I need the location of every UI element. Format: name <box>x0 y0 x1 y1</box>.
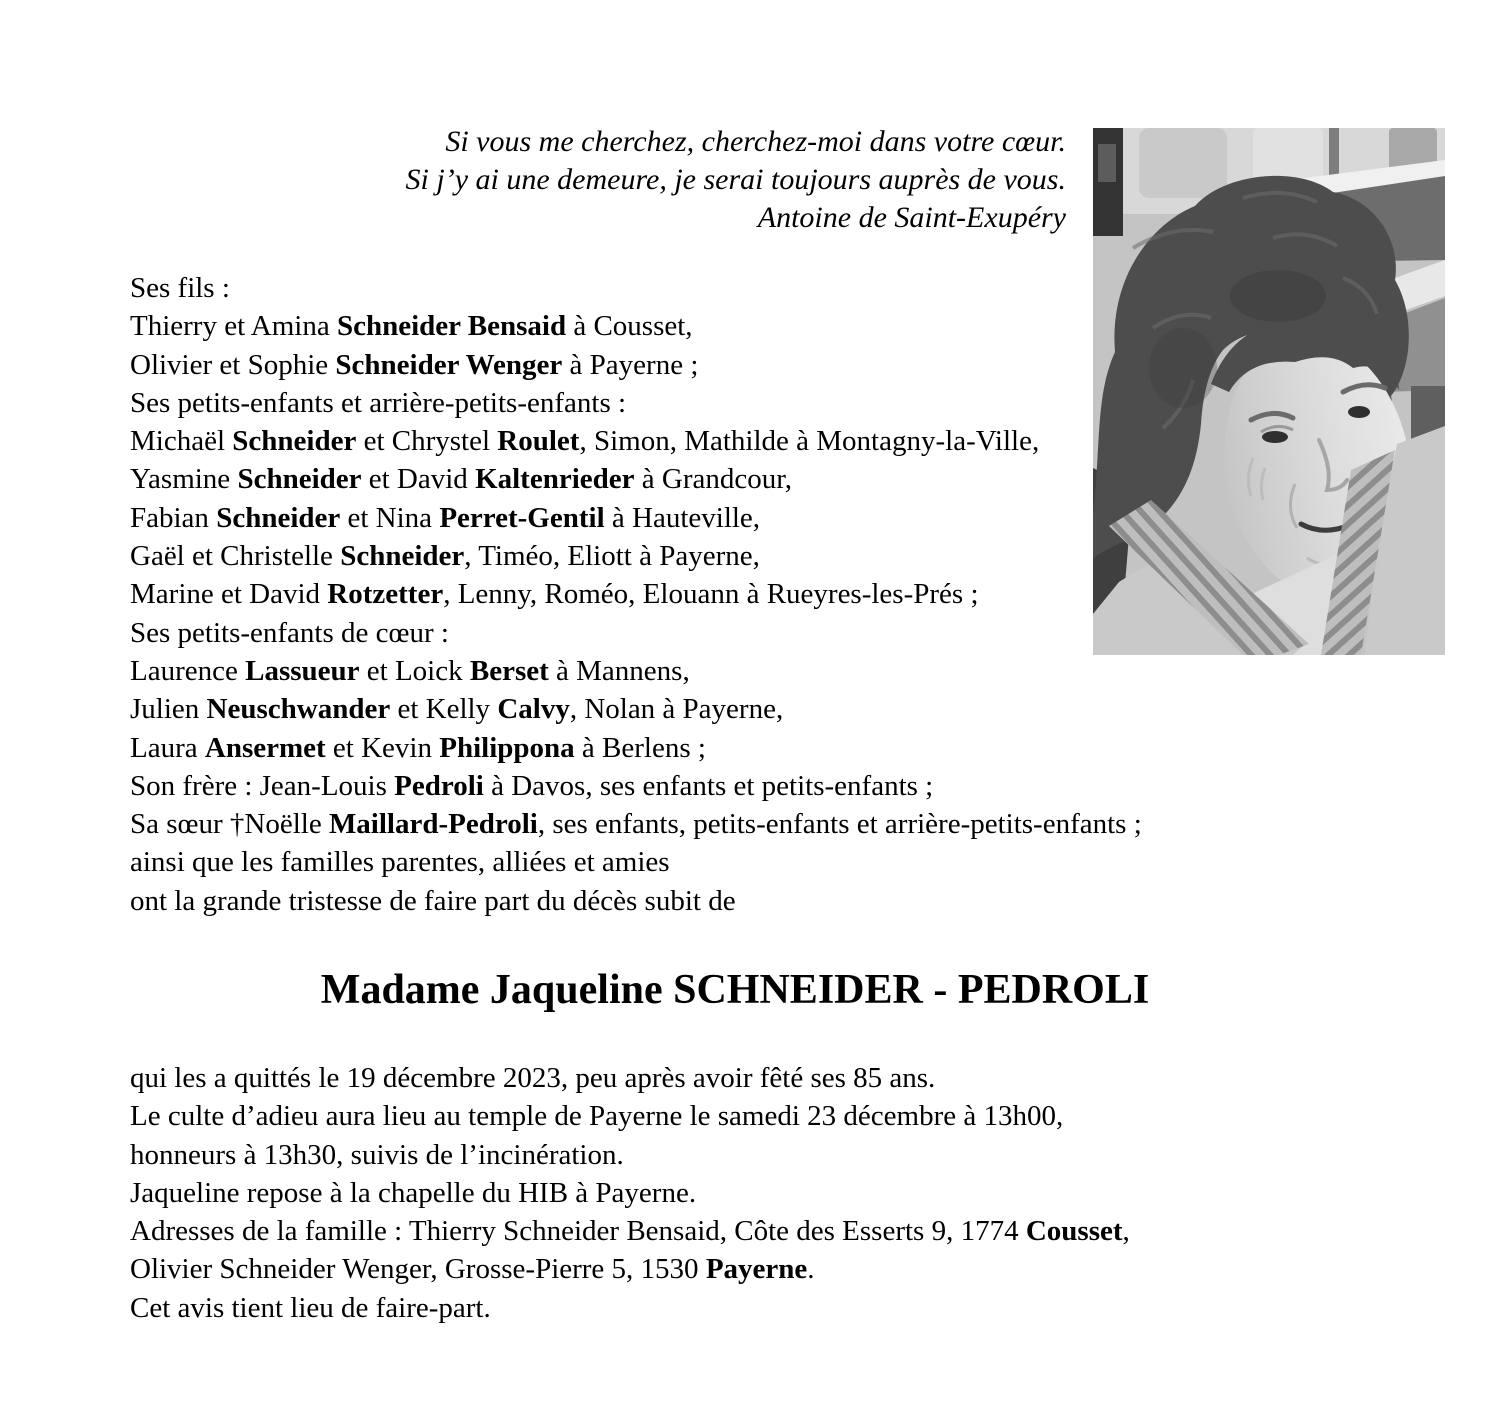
text-segment: Sa sœur †Noëlle <box>130 808 329 841</box>
family-name-bold: Maillard-Pedroli <box>328 808 538 841</box>
family-name-bold: Berset <box>469 654 549 687</box>
text-segment: et Chrystel <box>356 425 498 458</box>
text-line <box>130 307 1142 345</box>
family-name-bold: Schneider <box>232 425 357 458</box>
funeral-details <box>130 1059 1130 1327</box>
family-name-bold: Lassueur <box>245 654 360 687</box>
text-line <box>130 1289 1130 1327</box>
text-line <box>130 652 1142 690</box>
text-segment: à Hauteville, <box>604 501 761 534</box>
family-name-bold: Cousset <box>1025 1215 1123 1248</box>
family-name-bold: Schneider Wenger <box>335 348 563 381</box>
text-segment: à Davos, ses enfants et petits-enfants ; <box>483 769 934 802</box>
family-name-bold: Perret-Gentil <box>439 501 605 534</box>
text-line <box>130 1212 1130 1250</box>
text-line <box>130 767 1142 805</box>
family-name-bold: Calvy <box>497 693 570 726</box>
family-name-bold: Philippona <box>439 731 575 764</box>
text-segment: et Loick <box>359 654 470 687</box>
family-name-bold: Pedroli <box>394 769 484 802</box>
text-line <box>130 1174 1130 1212</box>
text-segment: Laurence <box>130 654 246 687</box>
text-segment: Laura <box>130 731 205 764</box>
family-name-bold: Schneider <box>216 501 341 534</box>
text-line <box>130 1097 1130 1135</box>
text-line <box>130 1250 1130 1288</box>
text-segment: Fabian <box>130 501 217 534</box>
family-name-bold: Kaltenrieder <box>475 463 635 496</box>
text-segment: , Simon, Mathilde à Montagny-la-Ville, <box>579 425 1040 458</box>
text-line <box>130 1136 1130 1174</box>
text-segment: , Lenny, Roméo, Elouann à Rueyres-les-Prés ; <box>443 578 979 611</box>
text-segment: , Timéo, Eliott à Payerne, <box>464 540 760 573</box>
text-line <box>130 575 1142 613</box>
family-list <box>130 269 1142 920</box>
portrait-photo <box>1093 128 1445 655</box>
quote-line-2: Si j’y ai une demeure, je serai toujours auprès de vous. <box>405 163 1066 196</box>
text-segment: et Nina <box>340 501 440 534</box>
text-line <box>130 843 1142 881</box>
text-segment: Ses petits-enfants et arrière-petits-enfants : <box>130 386 627 419</box>
text-segment: à Grandcour, <box>634 463 792 496</box>
text-line <box>130 460 1142 498</box>
quote-block <box>300 123 1066 237</box>
text-segment: , ses enfants, petits-enfants et arrière-petits-enfants ; <box>537 808 1142 841</box>
family-name-bold: Payerne <box>705 1253 808 1286</box>
text-segment: et David <box>361 463 476 496</box>
text-segment: à Cousset, <box>566 310 693 343</box>
text-segment: Michaël <box>130 425 233 458</box>
text-segment: Jaqueline repose à la chapelle du HIB à Payerne. <box>130 1176 697 1209</box>
text-segment: ainsi que les familles parentes, alliées et amies <box>130 846 670 879</box>
text-segment: . <box>807 1253 815 1286</box>
text-segment: Olivier et Sophie <box>130 348 336 381</box>
text-segment: à Berlens ; <box>574 731 706 764</box>
family-name-bold: Schneider Bensaid <box>336 310 567 343</box>
portrait-photo-illustration <box>1093 128 1445 655</box>
text-line <box>130 690 1142 728</box>
text-line <box>130 384 1142 422</box>
text-segment: Julien <box>130 693 207 726</box>
text-line <box>130 805 1142 843</box>
text-line <box>130 1059 1130 1097</box>
text-line <box>130 499 1142 537</box>
text-line <box>130 729 1142 767</box>
text-line <box>130 269 1142 307</box>
text-segment: , <box>1122 1215 1130 1248</box>
quote-line-1: Si vous me cherchez, cherchez-moi dans votre cœur. <box>445 125 1066 158</box>
text-line <box>130 422 1142 460</box>
text-segment: Gaël et Christelle <box>130 540 341 573</box>
text-segment: qui les a quittés le 19 décembre 2023, peu après avoir fêté ses 85 ans. <box>130 1062 936 1094</box>
text-segment: Adresses de la famille : Thierry Schneider Bensaid, Côte des Esserts 9, 1774 <box>130 1215 1026 1248</box>
text-segment: ont la grande tristesse de faire part du décès subit de <box>130 884 736 917</box>
family-name-bold: Schneider <box>237 463 362 496</box>
text-line <box>130 614 1142 652</box>
deceased-name-title: Madame Jaqueline SCHNEIDER - PEDROLI <box>320 967 1150 1013</box>
text-segment: , Nolan à Payerne, <box>569 693 784 726</box>
text-line <box>130 537 1142 575</box>
text-segment: Yasmine <box>130 463 238 496</box>
text-segment: Marine et David <box>130 578 328 611</box>
text-segment: Son frère : Jean-Louis <box>130 769 395 802</box>
text-segment: à Mannens, <box>548 654 690 687</box>
family-name-bold: Schneider <box>340 540 465 573</box>
text-segment: honneurs à 13h30, suivis de l’incinération. <box>130 1138 624 1171</box>
family-name-bold: Neuschwander <box>206 693 391 726</box>
family-name-bold: Rotzetter <box>327 578 444 611</box>
text-segment: et Kevin <box>325 731 440 764</box>
text-line <box>130 882 1142 920</box>
text-segment: Thierry et Amina <box>130 310 337 343</box>
text-segment: et Kelly <box>390 693 498 726</box>
text-segment: Le culte d’adieu aura lieu au temple de Payerne le samedi 23 décembre à 13h00, <box>130 1100 1064 1133</box>
text-segment: Ses fils : <box>130 272 230 304</box>
quote-attribution: Antoine de Saint-Exupéry <box>757 201 1066 234</box>
text-segment: Ses petits-enfants de cœur : <box>130 616 449 649</box>
text-segment: Olivier Schneider Wenger, Grosse-Pierre 5, 1530 <box>130 1253 706 1286</box>
family-name-bold: Ansermet <box>204 731 326 764</box>
text-line <box>130 346 1142 384</box>
text-segment: à Payerne ; <box>562 348 699 381</box>
text-segment: Cet avis tient lieu de faire-part. <box>130 1291 491 1324</box>
family-name-bold: Roulet <box>497 425 580 458</box>
